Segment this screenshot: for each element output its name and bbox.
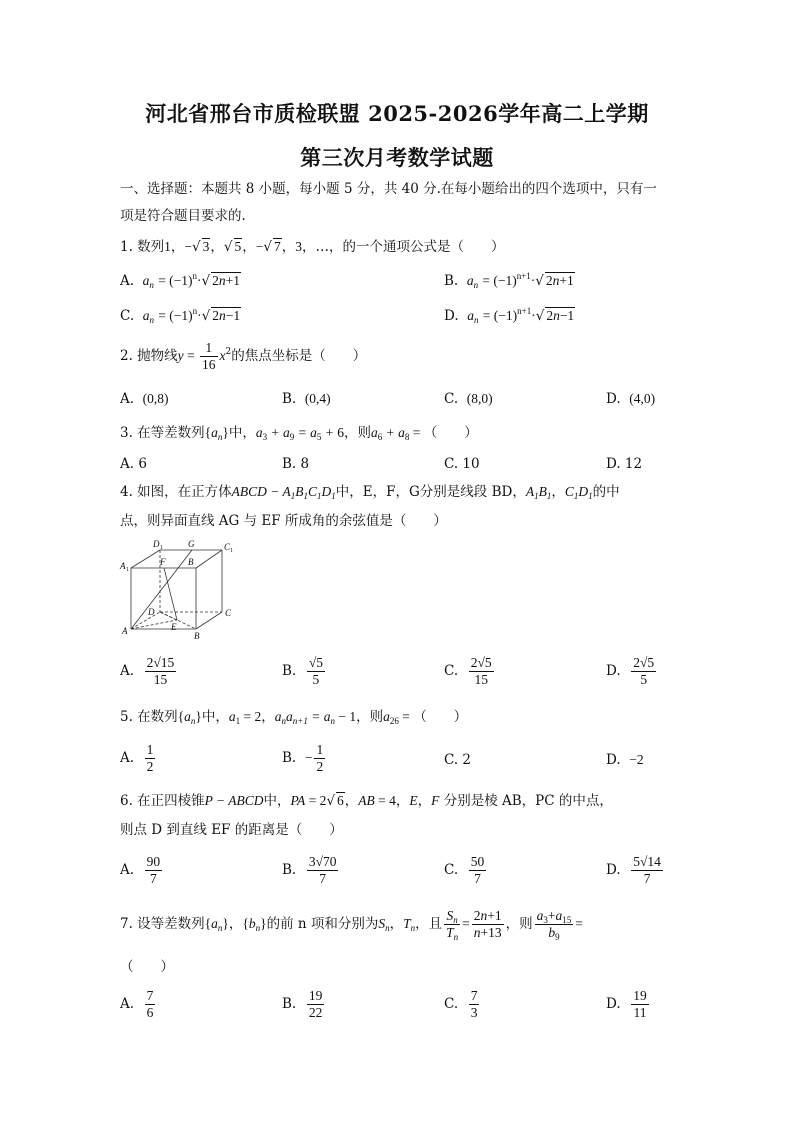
q3-option-c[interactable]: C. 10 [444, 456, 480, 472]
q7-option-c[interactable]: C. $\frac{7}{3}$ [444, 988, 478, 1020]
question-4-stem-line2: 点，则异面直线 AG 与 EF 所成角的余弦值是（ ） [120, 513, 447, 529]
cube-figure [118, 538, 243, 643]
section-intro-line1: 一、选择题：本题共 8 小题，每小题 5 分，共 40 分.在每小题给出的四个选项中，只有一 [120, 181, 657, 197]
q6-option-d[interactable]: D. $\frac{5√14}{7}$ [606, 854, 661, 886]
q7-option-d[interactable]: D. $\frac{19}{11}$ [606, 988, 647, 1020]
cube-label-c1: C [224, 542, 231, 552]
cube-label-c: C [225, 608, 232, 618]
question-4-stem: 4. 如图，在正方体ABCD − $A_1B_1C_1D_1$中，E，F，G分别是线段 BD，$A_1B_1$，$C_1D_1$的中 [120, 484, 620, 501]
cube-label-f: F [160, 557, 166, 567]
q1-option-c[interactable]: C. $a_n = (-1)^n\cdot√$ 2n−1 [120, 306, 241, 325]
question-6-stem: 6. 在正四棱锥P − ABCD中，PA = 2√ 6，AB = 4，E，F 分别是棱 AB，PC 的中点， [120, 793, 613, 809]
q2-option-b[interactable]: B. (0,4) [282, 391, 331, 407]
cube-label-b: B [194, 631, 200, 641]
q7-option-b[interactable]: B. $\frac{19}{22}$ [282, 988, 323, 1020]
cube-label-c1-sub: 1 [230, 548, 233, 554]
q5-option-c[interactable]: C. 2 [444, 752, 472, 768]
cube-label-g: G [188, 539, 195, 549]
q5-option-d[interactable]: D. −2 [606, 752, 644, 768]
section-intro-line2: 项是符合题目要求的. [120, 208, 246, 224]
q1-option-a[interactable]: A. $a_n = (-1)^n\cdot√$ 2n+1 [120, 271, 241, 290]
question-3-stem: 3. 在等差数列$\{a_n\}$中，$a_3 + a_9 = a_5 + 6$，则$a_6 + a_8$ = （ ） [120, 425, 478, 442]
q3-option-d[interactable]: D. 12 [606, 456, 643, 472]
cube-label-d1-sub: 1 [160, 545, 163, 551]
q4-option-d[interactable]: D. $\frac{2√5}{5}$ [606, 655, 655, 687]
q6-option-b[interactable]: B. $\frac{3√70}{7}$ [282, 854, 337, 886]
cube-label-a1-sub: 1 [126, 567, 129, 573]
question-2-stem: 2. 抛物线y = $\frac{1}{16}$ $x^2$的焦点坐标是（ ） [120, 340, 367, 372]
cube-label-a1: A [120, 561, 126, 571]
q6-option-c[interactable]: C. $\frac{50}{7}$ [444, 854, 485, 886]
q5-option-b[interactable]: B. − $\frac{1}{2}$ [282, 742, 324, 774]
q7-option-a[interactable]: A. $\frac{7}{6}$ [120, 988, 154, 1020]
cube-label-e: E [171, 622, 177, 632]
q4-option-a[interactable]: A. $\frac{2√15}{15}$ [120, 655, 175, 687]
q1-option-d[interactable]: D. $a_n = (-1)^{n+1}\cdot√$ 2n−1 [444, 306, 575, 325]
q6-option-a[interactable]: A. $\frac{90}{7}$ [120, 854, 161, 886]
question-6-stem-line2: 则点 D 到直线 EF 的距离是（ ） [120, 822, 343, 838]
q2-option-c[interactable]: C. (8,0) [444, 391, 493, 407]
cube-label-d1: D [153, 539, 160, 549]
q1-option-b[interactable]: B. $a_n = (-1)^{n+1}\cdot√$ 2n+1 [444, 271, 574, 290]
exam-title-line2: 第三次月考数学试题 [300, 145, 494, 170]
q3-option-a[interactable]: A. 6 [120, 456, 147, 472]
q4-option-c[interactable]: C. $\frac{2√5}{15}$ [444, 655, 492, 687]
q5-option-a[interactable]: A. $\frac{1}{2}$ [120, 742, 154, 774]
question-1-stem: 1. 数列1，−√ 3，√ 5，−√ 7，3，…，的一个通项公式是（ ） [120, 239, 505, 255]
q2-option-a[interactable]: A. (0,8) [120, 391, 169, 407]
q2-option-d[interactable]: D. (4,0) [606, 391, 656, 407]
cube-label-a: A [122, 626, 128, 636]
question-7-stem-line2: （ ） [120, 959, 174, 975]
cube-label-b1: B [188, 557, 194, 567]
exam-title-line1: 河北省邢台市质检联盟 2025-2026学年高二上学期 [145, 101, 649, 126]
q3-option-b[interactable]: B. 8 [282, 456, 310, 472]
question-5-stem: 5. 在数列$\{a_n\}$中，$a_1 = 2$，$a_na_{n+1} = a_n - 1$，则$a_{26}$ = （ ） [120, 709, 468, 726]
question-7-stem: 7. 设等差数列$\{a_n\}$，$\{b_n\}$的前 n 项和分别为$S_n$，$T_n$，且 $\frac{S_n}{T_n}$ = $\frac{2n+1}{n+13}$ ，则 $\frac{a_3+a_{15}}{b_9}$ = [120, 908, 583, 942]
cube-label-d: D [148, 607, 155, 617]
q4-option-b[interactable]: B. $\frac{√5}{5}$ [282, 655, 323, 687]
